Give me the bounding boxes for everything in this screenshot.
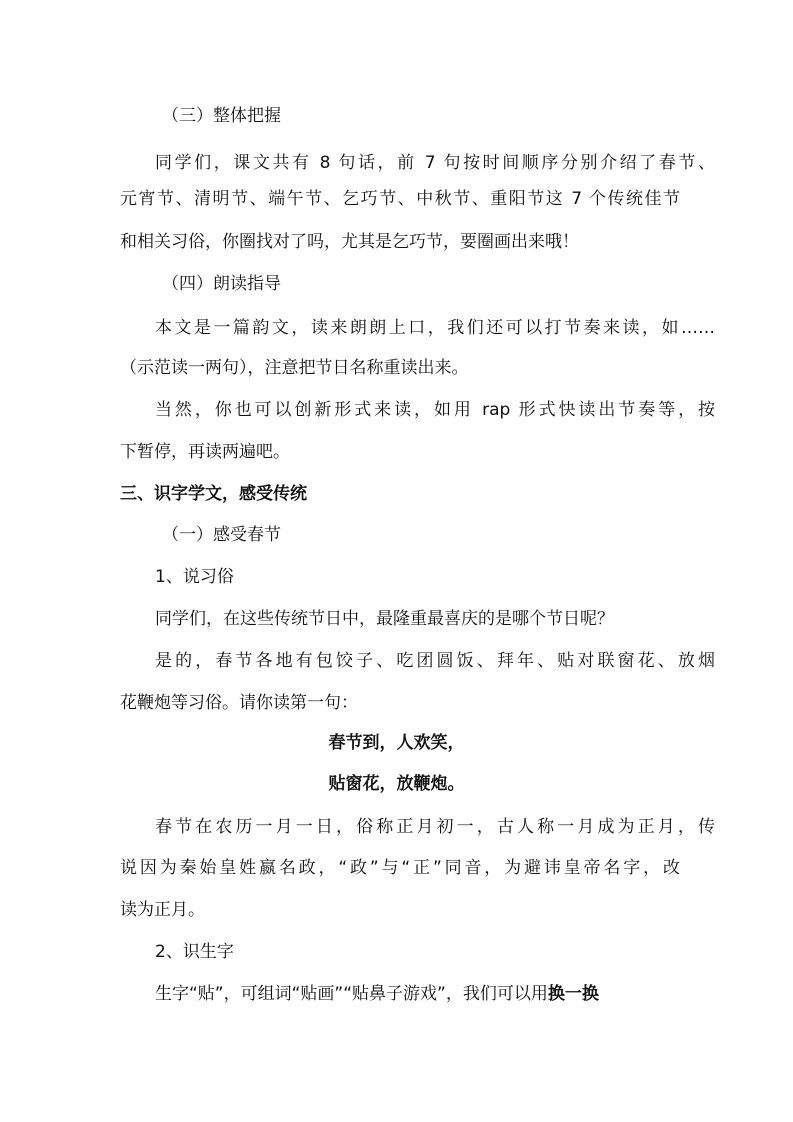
poem-line: 春节到，人欢笑， [328,733,465,753]
paragraph-text: 生字“贴”，可组词“贴画”“贴鼻子游戏”，我们可以用 [155,984,548,1004]
paragraph-line: 同学们，在这些传统节日中，最隆重最喜庆的是哪个节日呢？ [155,609,614,629]
part-heading: 三、识字学文，感受传统 [120,484,307,504]
step-heading: 1、说习俗 [155,567,234,587]
emphasis-text: 换一换 [547,984,599,1004]
poem-line: 贴窗花，放鞭炮。 [328,774,465,794]
section-heading-reading: （四）朗读指导 [162,274,281,294]
paragraph-line: 花鞭炮等习俗。请你读第一句： [120,693,358,713]
paragraph-line: 说因为秦始皇姓嬴名政，“政”与“正”同音，为避讳皇帝名字，改 [120,858,680,878]
paragraph-line: 当然，你也可以创新形式来读，如用 rap 形式快读出节奏等，按 [155,400,715,420]
paragraph-line: 元宵节、清明节、端午节、乞巧节、中秋节、重阳节这 7 个传统佳节 [120,189,680,209]
subsection-heading: （一）感受春节 [162,525,281,545]
paragraph-line: 下暂停，再读两遍吧。 [120,442,290,462]
paragraph-line: 是的，春节各地有包饺子、吃团圆饭、拜年、贴对联窗花、放烟 [155,651,715,671]
section-heading-overall: （三）整体把握 [162,106,281,126]
paragraph-line: 读为正月。 [120,900,205,920]
step-heading: 2、识生字 [155,942,234,962]
paragraph-line: 本文是一篇韵文，读来朗朗上口，我们还可以打节奏来读，如…… [155,318,715,338]
paragraph-line [155,982,715,1006]
paragraph-line: 和相关习俗，你圈找对了吗，尤其是乞巧节，要圈画出来哦！ [120,232,579,252]
paragraph-line: 春节在农历一月一日，俗称正月初一，古人称一月成为正月，传 [155,817,715,837]
paragraph-line: （示范读一两句），注意把节日名称重读出来。 [120,358,469,378]
paragraph-line: 同学们，课文共有 8 句话，前 7 句按时间顺序分别介绍了春节、 [155,153,715,173]
